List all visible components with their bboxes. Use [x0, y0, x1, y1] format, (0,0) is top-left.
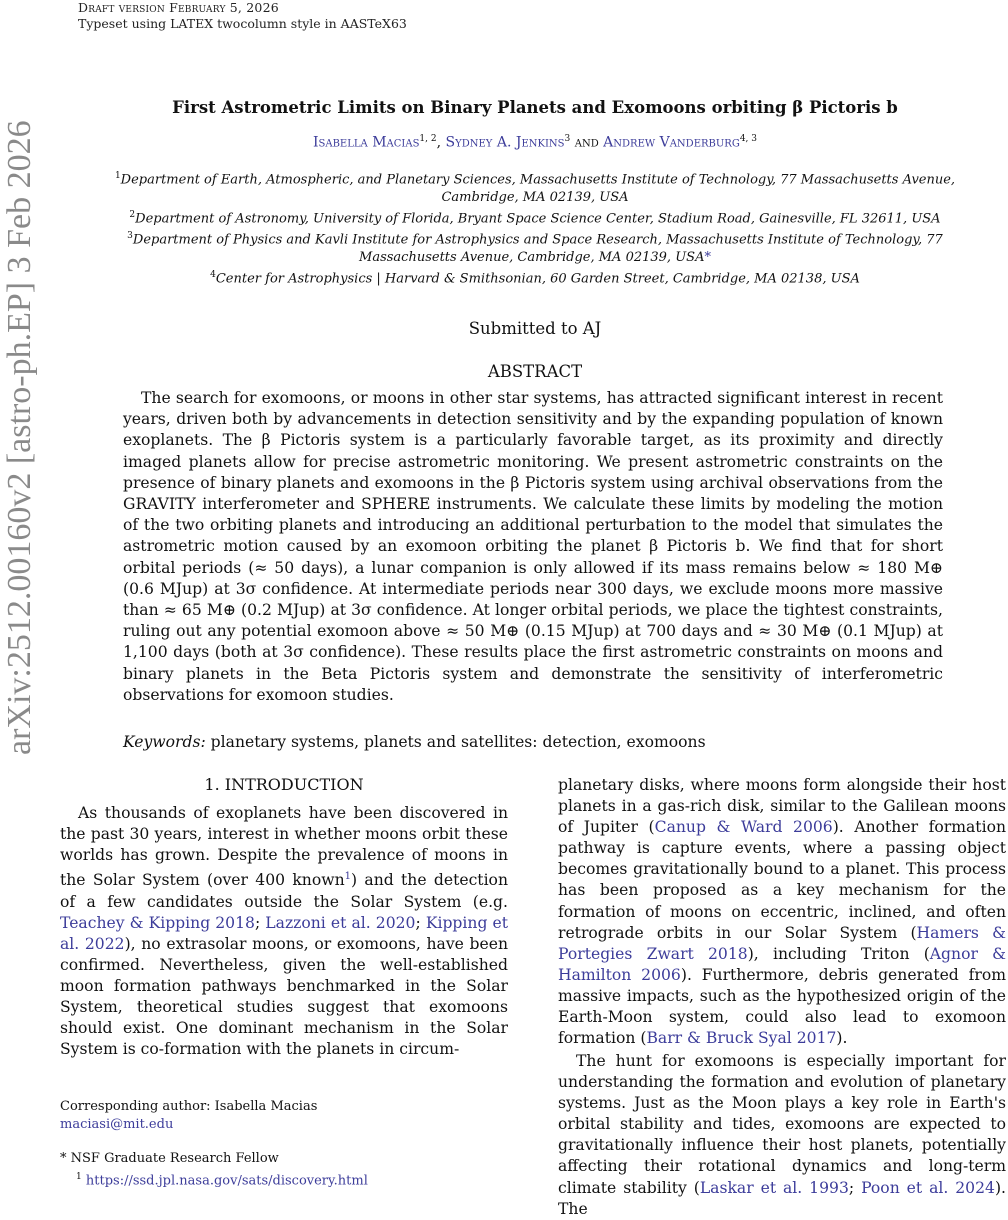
text-run: ), including Triton (	[747, 944, 930, 963]
affiliation-number: 3	[127, 231, 133, 241]
citation-link[interactable]: Kipping et al. 2022	[60, 913, 508, 953]
text-run: ). Furthermore, debris generated from massive impacts, such as the hypothesized origin of the Earth-Moon system, could also lead to exomoon formation (	[558, 965, 1006, 1048]
affiliation	[90, 227, 980, 267]
submission-note: Submitted to AJ	[468, 319, 602, 338]
affiliation	[90, 266, 980, 288]
typeset-note: Typeset using LATEX twocolumn style in AASTeX63	[78, 16, 407, 31]
footnotes	[60, 1150, 520, 1190]
arxiv-stamp: arXiv:2512.00160v2 [astro-ph.EP] 3 Feb 2026	[1, 120, 38, 755]
citation-link[interactable]: Teachey & Kipping 2018	[60, 913, 255, 932]
text-run: ). Another formation pathway is capture events, where a passing object becomes gravitationally bound to a planet. This process has been proposed as a key mechanism for the formation of moons on eccentric, inclined, and often retrograde orbits in our Solar System (	[558, 818, 1006, 942]
author-link[interactable]: Isabella Macias	[312, 134, 420, 151]
affiliation-text: Center for Astrophysics | Harvard & Smithsonian, 60 Garden Street, Cambridge, MA 02138, USA	[215, 271, 860, 287]
author-link[interactable]: Sydney A. Jenkins	[445, 134, 565, 151]
intro-paragraph-continued	[558, 775, 1006, 1049]
text-run: ), no extrasolar moons, or exomoons, have been confirmed. Nevertheless, given the well-established moon formation pathways benchmarked in the Solar System, theoretical studies suggest that exomoons should exist. One dominant mechanism in the Solar System is co-formation with the planets in circum-	[60, 934, 508, 1059]
citation-link[interactable]: Laskar et al. 1993	[699, 1178, 849, 1197]
affiliation-number: 1	[114, 171, 121, 181]
star-marker: *	[60, 1151, 71, 1166]
author-link[interactable]: Andrew Vanderburg	[603, 134, 740, 151]
text-run: ) and the detection of a few candidates outside the Solar System (e.g.	[60, 871, 508, 911]
affiliation-text: Department of Earth, Atmospheric, and Planetary Sciences, Massachusetts Institute of Technology, 77 Massachusetts Avenue, Cambridge, MA 02139, USA	[120, 172, 956, 206]
text-run: ). The	[558, 1178, 1006, 1218]
author-list	[90, 134, 980, 151]
keywords-label: Keywords:	[123, 733, 206, 751]
abstract-body: The search for exomoons, or moons in other star systems, has attracted significant interest in recent years, driven both by advancements in detection sensitivity and by the expanding population of known exoplanets. The β Pictoris system is a particularly favorable target, as its proximity and directly imaged planets allow for precise astrometric monitoring. We present astrometric constraints on the presence of binary planets and exomoons in the β Pictoris system using archival observations from the GRAVITY interferometer and SPHERE instruments. We calculate these limits by modeling the motion of the two orbiting planets and introducing an additional perturbation to the model that simulates the astrometric motion caused by an exomoon orbiting the planet β Pictoris b. We find that for short orbital periods (≈ 50 days), a lunar companion is only allowed if its mass remains below ≈ 180 M⊕ (0.6 MJup) at 3σ confidence. At intermediate periods near 300 days, we exclude moons more massive than ≈ 65 M⊕ (0.2 MJup) at 3σ confidence. At longer orbital periods, we place the tightest constraints, ruling out any potential exomoon above ≈ 50 M⊕ (0.15 MJup) at 700 days and ≈ 30 M⊕ (0.1 MJup) at 1,100 days (both at 3σ confidence). These results place the first astrometric constraints on moons and binary planets in the Beta Pictoris system and demonstrate the sensitivity of interferometric observations for exomoon studies.	[123, 389, 943, 704]
author-sep: and	[570, 134, 604, 151]
draft-version: Draft version February 5, 2026	[78, 0, 279, 15]
abstract-heading: ABSTRACT	[487, 362, 583, 381]
fellow-note: NSF Graduate Research Fellow	[70, 1151, 279, 1166]
author-affil-sup: 3	[564, 134, 571, 144]
text-run: The hunt for exomoons is especially important for understanding the formation and evolution of planetary systems. Just as the Moon plays a key role in Earth's orbital stability and tides, exomoons are expected to gravitationally influence their host planets, potentially affecting their rotational dynamics and long-term climate stability (	[558, 1052, 1006, 1197]
affiliation	[90, 167, 980, 207]
affiliation-text: Department of Physics and Kavli Institute for Astrophysics and Space Research, Massachusetts Institute of Technology, 77 Massachusetts Avenue, Cambridge, MA 02139, USA	[132, 232, 943, 266]
keywords	[123, 733, 943, 751]
running-header	[78, 0, 407, 32]
fellow-star-marker[interactable]: *	[704, 250, 711, 266]
citation-link[interactable]: Canup & Ward 2006	[654, 818, 833, 837]
citation-link[interactable]: Lazzoni et al. 2020	[265, 913, 416, 932]
citation-link[interactable]: Hamers & Portegies Zwart 2018	[558, 923, 1006, 963]
paper-title: First Astrometric Limits on Binary Planets and Exomoons orbiting β Pictoris b	[172, 98, 898, 117]
text-run: ;	[848, 1178, 862, 1197]
affiliation-number: 4	[210, 270, 216, 280]
email-link[interactable]: maciasi@mit.edu	[60, 1117, 174, 1132]
footnote-url[interactable]: https://ssd.jpl.nasa.gov/sats/discovery.html	[85, 1173, 368, 1189]
corresponding-author	[60, 1098, 520, 1134]
affiliation	[90, 206, 980, 228]
text-run: As thousands of exoplanets have been discovered in the past 30 years, interest in whether moons orbit these worlds has grown. Despite the prevalence of moons in the Solar System (over 400 known	[60, 804, 508, 890]
footnote-number: 1	[76, 1172, 82, 1182]
citation-link[interactable]: Poon et al. 2024	[861, 1178, 995, 1197]
text-run: planetary disks, where moons form alongside their host planets in a gas-rich disk, similar to the Galilean moons of Jupiter (	[558, 776, 1006, 837]
affiliation-number: 2	[129, 210, 136, 220]
text-run: ;	[415, 913, 426, 932]
author-affil-sup: 4, 3	[739, 134, 758, 144]
citation-link[interactable]: Barr & Bruck Syal 2017	[646, 1029, 837, 1048]
text-run: ).	[836, 1029, 848, 1048]
corresponding-label: Corresponding author: Isabella Macias	[60, 1099, 318, 1114]
intro-paragraph-2	[558, 1051, 1006, 1220]
author-sep: ,	[436, 134, 446, 151]
citation-link[interactable]: Agnor & Hamilton 2006	[558, 944, 1006, 984]
author-affil-sup: 1, 2	[419, 134, 437, 144]
intro-paragraph	[60, 803, 508, 1060]
text-run: ;	[254, 913, 266, 932]
affiliation-text: Department of Astronomy, University of Florida, Bryant Space Science Center, Stadium Road, Gainesville, FL 32611, USA	[135, 211, 941, 227]
footnote-ref[interactable]: 1	[344, 871, 352, 883]
keywords-text: planetary systems, planets and satellites: detection, exomoons	[210, 733, 706, 751]
section-heading: 1. INTRODUCTION	[204, 775, 364, 794]
